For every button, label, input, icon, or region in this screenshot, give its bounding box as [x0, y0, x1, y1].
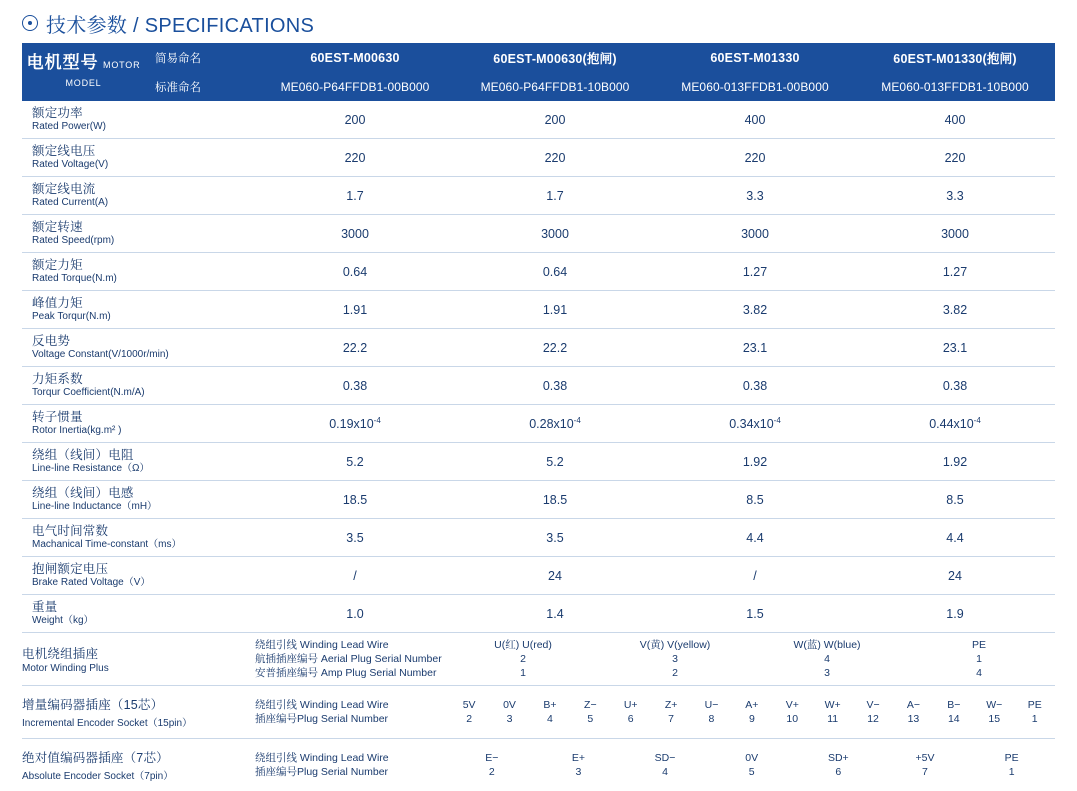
column-4-simple-name: 60EST-M01330(抱闸)	[855, 43, 1055, 72]
cell-value: 22.2	[455, 329, 655, 367]
table-row	[22, 481, 1055, 519]
cell-value: 1.27	[655, 253, 855, 291]
incremental-pin: 4	[530, 712, 570, 726]
incremental-pin: 9	[732, 712, 772, 726]
cell-value: /	[255, 557, 455, 595]
winding-amp-pin: 1	[447, 666, 599, 680]
cell-value: 400	[855, 101, 1055, 139]
table-row	[22, 329, 1055, 367]
absolute-legend-line: 插座编号Plug Serial Number	[255, 765, 448, 779]
row-label: 电机绕组插座 Motor Winding Plus	[22, 633, 255, 686]
row-label-standard-name: 标准命名	[145, 72, 255, 101]
absolute-pin: 6	[795, 765, 882, 779]
table-header-row-simple	[22, 43, 1055, 72]
cell-value: 1.7	[255, 177, 455, 215]
incremental-signal: U−	[691, 698, 731, 712]
incremental-signal: W−	[974, 698, 1014, 712]
absolute-signal: E−	[448, 751, 535, 765]
absolute-pin: 5	[708, 765, 795, 779]
incremental-pin: 14	[934, 712, 974, 726]
specifications-table	[22, 43, 1055, 791]
cell-value: 3.5	[255, 519, 455, 557]
table-row	[22, 139, 1055, 177]
cell-value: 3.5	[455, 519, 655, 557]
incremental-signal: 0V	[489, 698, 529, 712]
table-row	[22, 405, 1055, 443]
incremental-pin: 1	[1014, 712, 1055, 726]
incremental-encoder-content	[255, 686, 1055, 739]
cell-value: 22.2	[255, 329, 455, 367]
row-label: 转子惯量 Rotor Inertia(kg.m² )	[22, 405, 255, 443]
absolute-pin: 7	[882, 765, 969, 779]
row-label: 额定力矩 Rated Torque(N.m)	[22, 253, 255, 291]
incremental-pin: 13	[893, 712, 933, 726]
cell-value: 24	[455, 557, 655, 595]
cell-value: 1.9	[855, 595, 1055, 633]
table-row	[22, 367, 1055, 405]
cell-value: 3.82	[655, 291, 855, 329]
cell-value: $0.34x10^{-4}$	[655, 405, 855, 443]
table-row	[22, 519, 1055, 557]
row-label: 重量 Weight（kg）	[22, 595, 255, 633]
winding-signal: U(红) U(red)	[447, 638, 599, 652]
cell-value: 220	[455, 139, 655, 177]
cell-value: 3000	[655, 215, 855, 253]
incremental-signal: PE	[1014, 698, 1055, 712]
absolute-encoder-content	[255, 739, 1055, 791]
incremental-signal: U+	[611, 698, 651, 712]
page-title	[22, 0, 1055, 40]
cell-value: 5.2	[455, 443, 655, 481]
incremental-encoder-row	[22, 686, 1055, 739]
winding-plug-content	[255, 633, 1055, 686]
column-3-simple-name: 60EST-M01330	[655, 43, 855, 72]
column-1-standard-name: ME060-P64FFDB1-00B000	[255, 72, 455, 101]
cell-value: 3000	[455, 215, 655, 253]
column-1-simple-name: 60EST-M00630	[255, 43, 455, 72]
cell-value: 24	[855, 557, 1055, 595]
incremental-signal: 5V	[449, 698, 489, 712]
cell-value: 220	[255, 139, 455, 177]
incremental-signal: Z+	[651, 698, 691, 712]
absolute-pin: 4	[622, 765, 709, 779]
cell-value: 3000	[255, 215, 455, 253]
cell-value: 3.3	[655, 177, 855, 215]
column-2-simple-name: 60EST-M00630(抱闸)	[455, 43, 655, 72]
incremental-pin: 7	[651, 712, 691, 726]
cell-value: 400	[655, 101, 855, 139]
row-label: 电气时间常数 Machanical Time-constant（ms）	[22, 519, 255, 557]
table-row	[22, 101, 1055, 139]
row-label: 绕组（线间）电感 Line-line Inductance（mH）	[22, 481, 255, 519]
cell-value: 1.92	[855, 443, 1055, 481]
incremental-pin: 2	[449, 712, 489, 726]
absolute-encoder-row	[22, 739, 1055, 791]
incremental-signal: V−	[853, 698, 893, 712]
winding-legend-line: 航插插座编号 Aerial Plug Serial Number	[255, 652, 447, 666]
column-4-standard-name: ME060-013FFDB1-10B000	[855, 72, 1055, 101]
cell-value: 1.5	[655, 595, 855, 633]
cell-value: 1.91	[455, 291, 655, 329]
table-row	[22, 177, 1055, 215]
incremental-pin: 3	[489, 712, 529, 726]
absolute-signal: PE	[968, 751, 1055, 765]
target-circle-icon	[22, 15, 38, 31]
incremental-pin: 11	[812, 712, 852, 726]
row-label: 绝对值编码器插座（7芯） Absolute Encoder Socket（7pin）	[22, 739, 255, 791]
incremental-signal: W+	[812, 698, 852, 712]
cell-value: 0.38	[455, 367, 655, 405]
cell-value: 0.38	[255, 367, 455, 405]
cell-value: 200	[255, 101, 455, 139]
row-label: 力矩系数 Torqur Coefficient(N.m/A)	[22, 367, 255, 405]
winding-signal: PE	[903, 638, 1055, 652]
table-row	[22, 253, 1055, 291]
incremental-legend-line: 绕组引线 Winding Lead Wire	[255, 698, 449, 712]
table-row	[22, 595, 1055, 633]
cell-value: 1.92	[655, 443, 855, 481]
table-header-row-standard	[22, 72, 1055, 101]
winding-aerial-pin: 2	[447, 652, 599, 666]
incremental-pin: 12	[853, 712, 893, 726]
incremental-signal: Z−	[570, 698, 610, 712]
absolute-pin: 1	[968, 765, 1055, 779]
absolute-signal: 0V	[708, 751, 795, 765]
cell-value: 23.1	[655, 329, 855, 367]
column-3-standard-name: ME060-013FFDB1-00B000	[655, 72, 855, 101]
cell-value: $0.19x10^{-4}$	[255, 405, 455, 443]
absolute-signal: SD+	[795, 751, 882, 765]
cell-value: 0.64	[455, 253, 655, 291]
absolute-signal: +5V	[882, 751, 969, 765]
cell-value: 23.1	[855, 329, 1055, 367]
winding-aerial-pin: 3	[599, 652, 751, 666]
winding-legend-line: 绕组引线 Winding Lead Wire	[255, 638, 447, 652]
cell-value: 4.4	[655, 519, 855, 557]
incremental-pin: 8	[691, 712, 731, 726]
absolute-signal: E+	[535, 751, 622, 765]
motor-winding-plug-row	[22, 633, 1055, 686]
row-label-simple-name: 简易命名	[145, 43, 255, 72]
winding-aerial-pin: 4	[751, 652, 903, 666]
incremental-signal: V+	[772, 698, 812, 712]
absolute-pin: 2	[448, 765, 535, 779]
cell-value: 0.38	[855, 367, 1055, 405]
incremental-signal: A−	[893, 698, 933, 712]
winding-amp-pin: 4	[903, 666, 1055, 680]
winding-aerial-pin: 1	[903, 652, 1055, 666]
row-label: 增量编码器插座（15芯） Incremental Encoder Socket（15pin）	[22, 686, 255, 739]
winding-amp-pin: 3	[751, 666, 903, 680]
cell-value: $0.44x10^{-4}$	[855, 405, 1055, 443]
cell-value: 1.27	[855, 253, 1055, 291]
cell-value: 220	[655, 139, 855, 177]
table-row	[22, 443, 1055, 481]
winding-legend-line: 安普插座编号 Amp Plug Serial Number	[255, 666, 447, 680]
winding-amp-pin: 2	[599, 666, 751, 680]
incremental-pin: 5	[570, 712, 610, 726]
cell-value: $0.28x10^{-4}$	[455, 405, 655, 443]
incremental-signal: B+	[530, 698, 570, 712]
row-label: 额定线电流 Rated Current(A)	[22, 177, 255, 215]
incremental-pin: 6	[611, 712, 651, 726]
cell-value: 1.4	[455, 595, 655, 633]
cell-value: 4.4	[855, 519, 1055, 557]
cell-value: 18.5	[255, 481, 455, 519]
winding-signal: W(蓝) W(blue)	[751, 638, 903, 652]
table-row	[22, 557, 1055, 595]
incremental-signal: A+	[732, 698, 772, 712]
cell-value: 3.82	[855, 291, 1055, 329]
cell-value: 18.5	[455, 481, 655, 519]
table-row	[22, 291, 1055, 329]
cell-value: 0.38	[655, 367, 855, 405]
row-label: 绕组（线间）电阻 Line-line Resistance（Ω）	[22, 443, 255, 481]
winding-signal: V(黄) V(yellow)	[599, 638, 751, 652]
cell-value: /	[655, 557, 855, 595]
cell-value: 8.5	[855, 481, 1055, 519]
absolute-pin: 3	[535, 765, 622, 779]
cell-value: 1.91	[255, 291, 455, 329]
cell-value: 3.3	[855, 177, 1055, 215]
cell-value: 0.64	[255, 253, 455, 291]
cell-value: 1.7	[455, 177, 655, 215]
cell-value: 220	[855, 139, 1055, 177]
absolute-legend-line: 绕组引线 Winding Lead Wire	[255, 751, 448, 765]
motor-model-header: 电机型号 MOTOR MODEL	[22, 43, 145, 101]
row-label: 反电势 Voltage Constant(V/1000r/min)	[22, 329, 255, 367]
incremental-legend-line: 插座编号Plug Serial Number	[255, 712, 449, 726]
absolute-signal: SD−	[622, 751, 709, 765]
cell-value: 5.2	[255, 443, 455, 481]
cell-value: 8.5	[655, 481, 855, 519]
row-label: 额定转速 Rated Speed(rpm)	[22, 215, 255, 253]
incremental-pin: 10	[772, 712, 812, 726]
incremental-pin: 15	[974, 712, 1014, 726]
cell-value: 1.0	[255, 595, 455, 633]
row-label: 额定线电压 Rated Voltage(V)	[22, 139, 255, 177]
row-label: 抱闸额定电压 Brake Rated Voltage（V）	[22, 557, 255, 595]
page-title-text: 技术参数 / SPECIFICATIONS	[46, 9, 314, 38]
column-2-standard-name: ME060-P64FFDB1-10B000	[455, 72, 655, 101]
table-row	[22, 215, 1055, 253]
row-label: 额定功率 Rated Power(W)	[22, 101, 255, 139]
row-label: 峰值力矩 Peak Torqur(N.m)	[22, 291, 255, 329]
cell-value: 3000	[855, 215, 1055, 253]
cell-value: 200	[455, 101, 655, 139]
incremental-signal: B−	[934, 698, 974, 712]
